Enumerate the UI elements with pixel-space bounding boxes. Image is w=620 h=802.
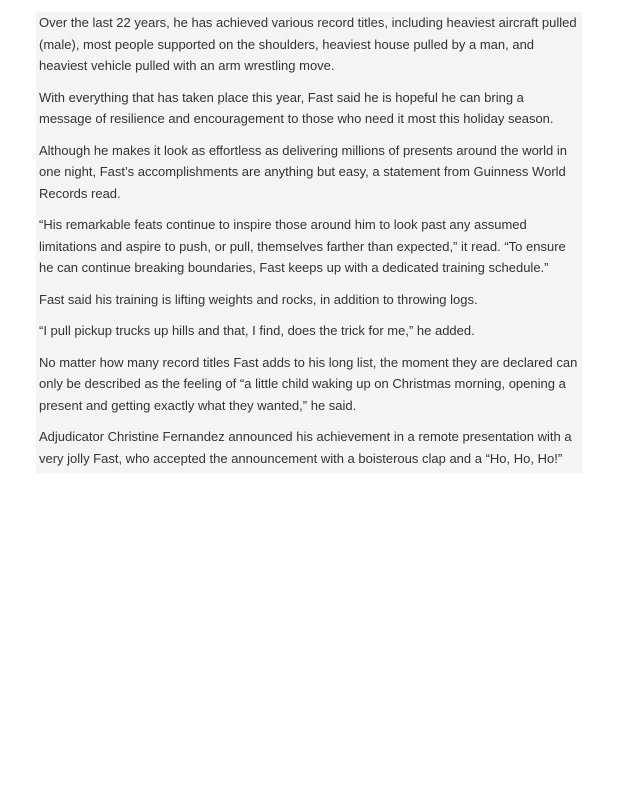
article-paragraph: Although he makes it look as effortless as delivering millions of presents around the world in one night, Fast’s accomplishments are anything but easy, a statement from Guinness World Records read.: [39, 142, 567, 201]
article-body: [36, 12, 582, 473]
article-paragraph: “His remarkable feats continue to inspire those around him to look past any assumed limitations and aspire to push, or pull, themselves farther than expected,” it read. “To ensure he can continue breaking boundaries, Fast keeps up with a dedicated training schedule.”: [39, 217, 566, 275]
article-paragraph: “I pull pickup trucks up hills and that, I find, does the trick for me,” he added.: [39, 323, 475, 338]
article-paragraph: No matter how many record titles Fast adds to his long list, the moment they are declared can only be described as the feeling of “a little child waking up on Christmas morning, opening a present and getting exactly what they wanted,” he said.: [39, 354, 578, 413]
article-paragraph: Adjudicator Christine Fernandez announced his achievement in a remote presentation with a very jolly Fast, who accepted the announcement with a boisterous clap and a “Ho, Ho, Ho!”: [39, 429, 572, 466]
article-paragraph: With everything that has taken place this year, Fast said he is hopeful he can bring a message of resilience and encouragement to those who need it most this holiday season.: [39, 89, 554, 126]
article-paragraph: Over the last 22 years, he has achieved various record titles, including heaviest aircraft pulled (male), most people supported on the shoulders, heaviest house pulled by a man, and heaviest vehicle pulled with an arm wrestling move.: [39, 15, 577, 73]
article-paragraph: Fast said his training is lifting weights and rocks, in addition to throwing logs.: [39, 291, 478, 307]
